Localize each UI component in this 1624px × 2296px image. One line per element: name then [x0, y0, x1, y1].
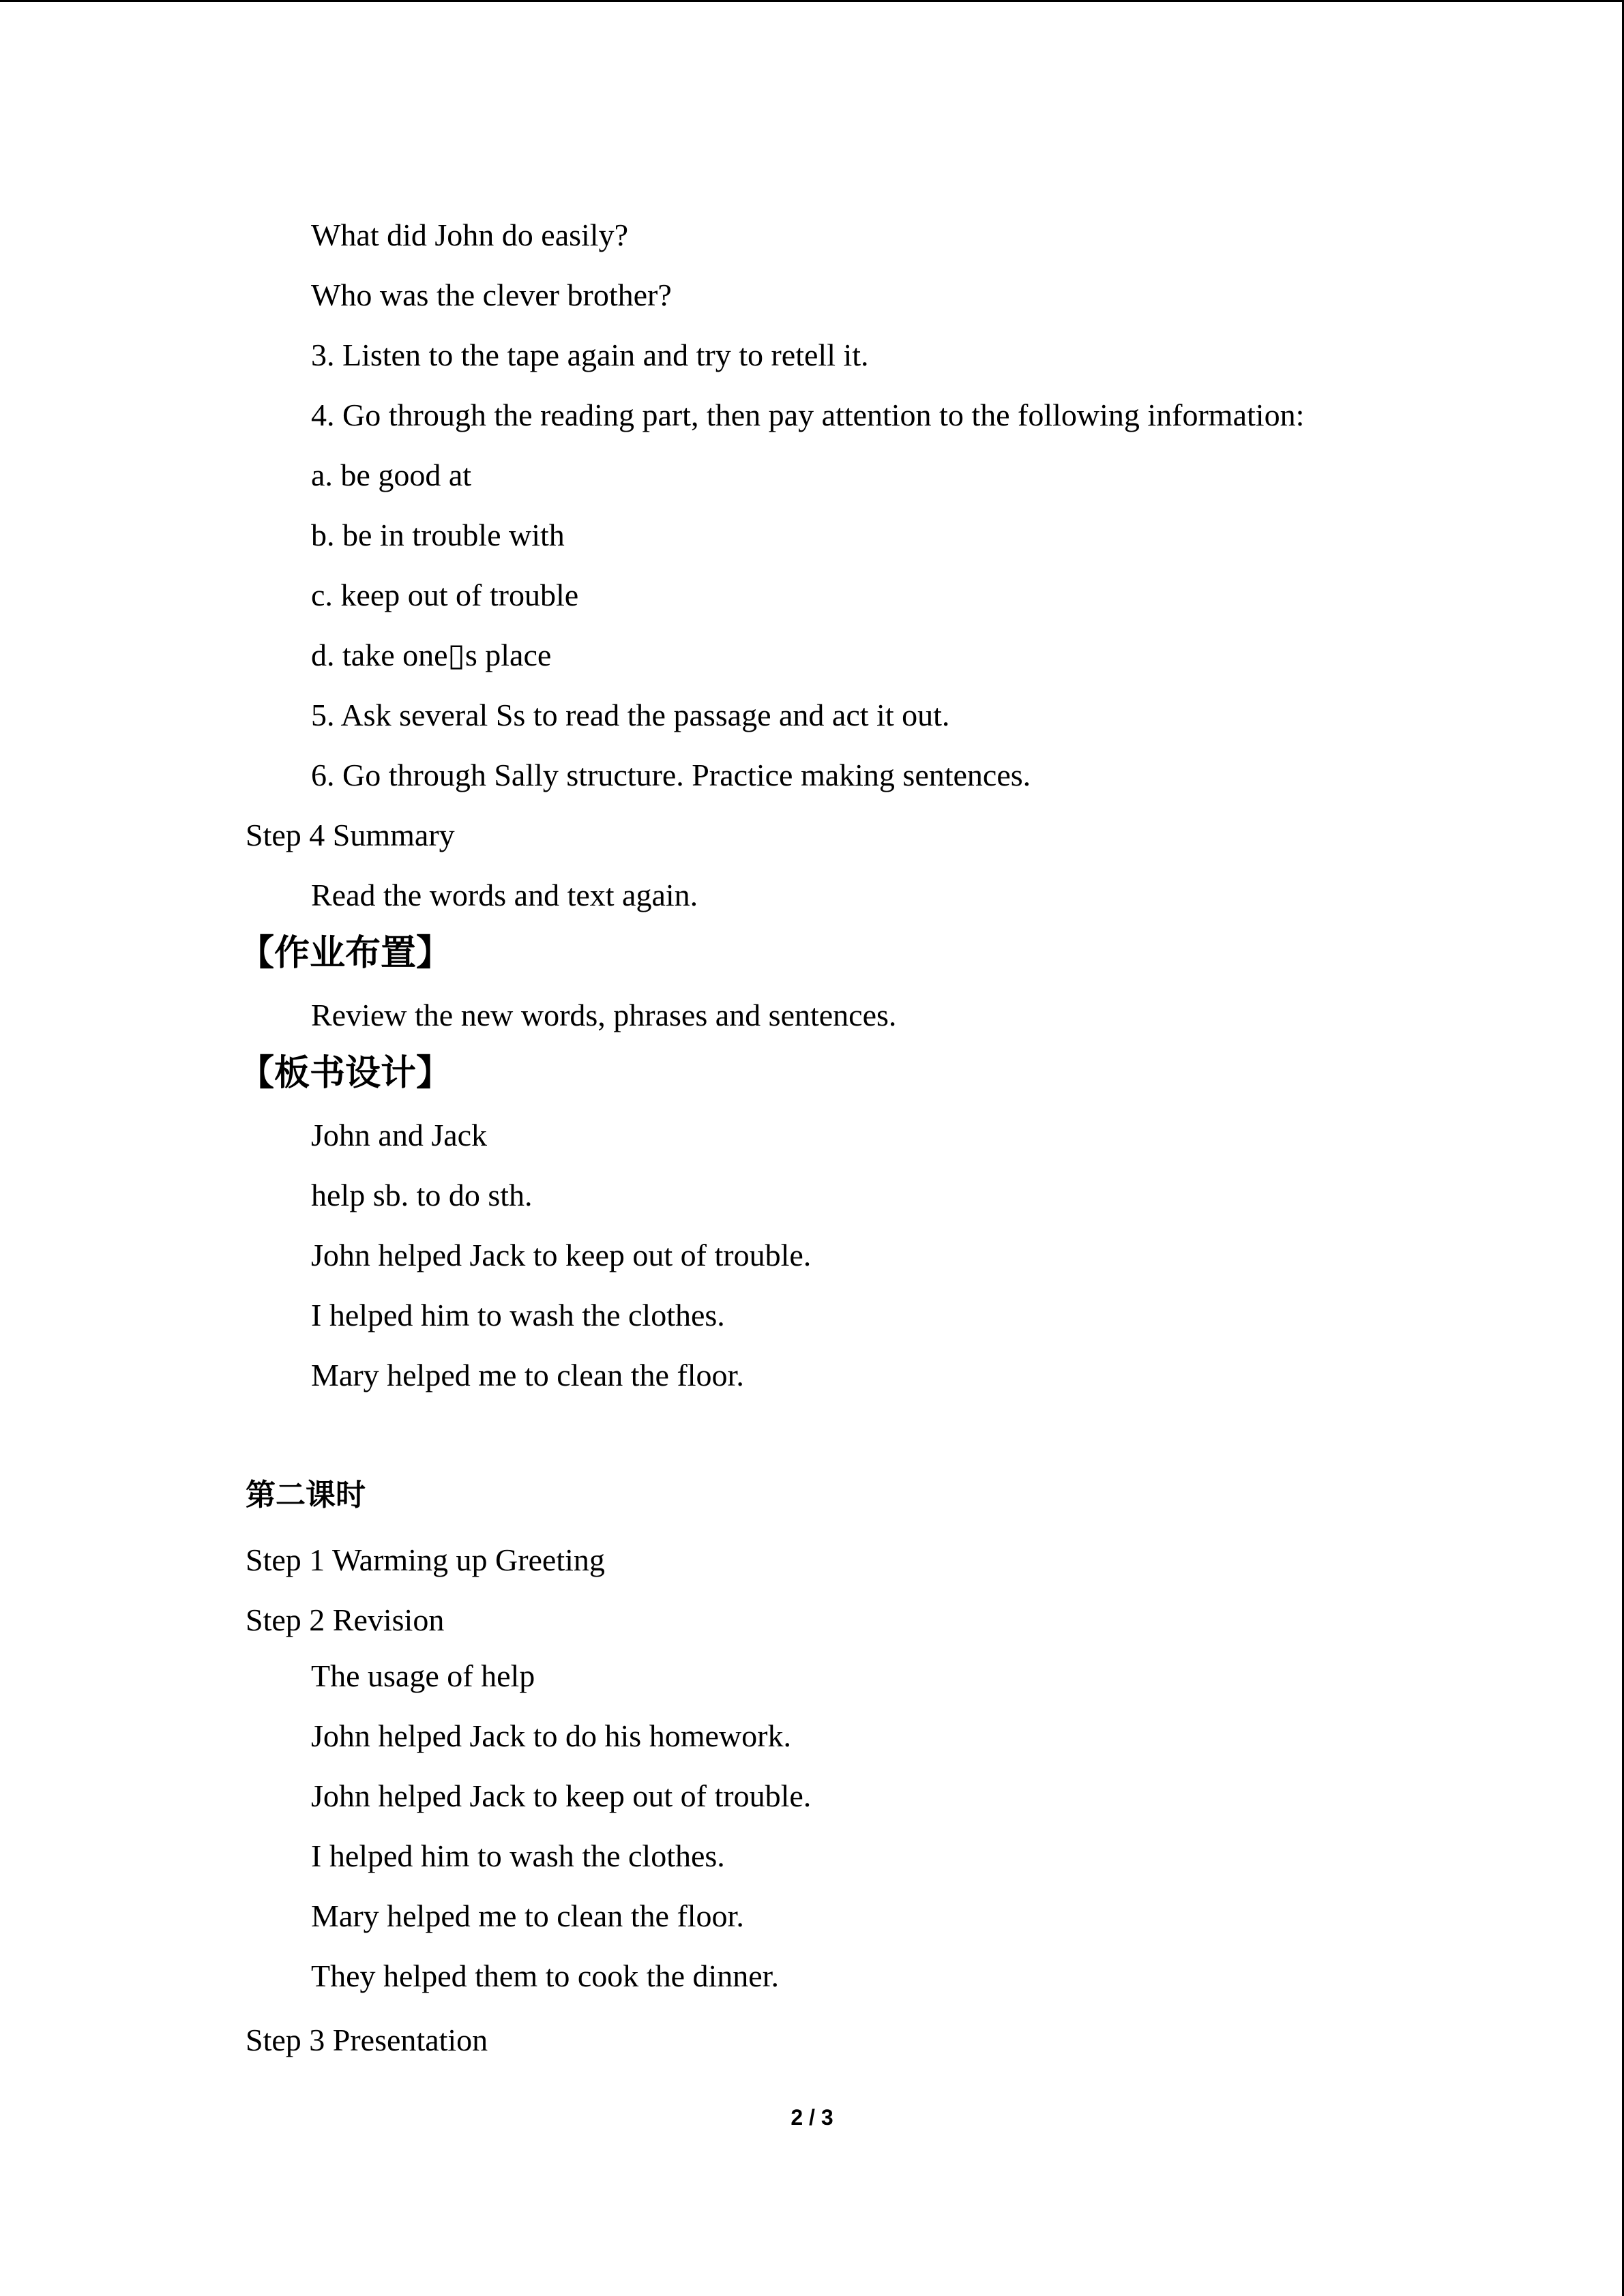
procedure-line: 3. Listen to the tape again and try to retell it.	[311, 338, 869, 372]
page-number: 2 / 3	[791, 2105, 833, 2130]
body-line: Review the new words, phrases and sentences.	[311, 998, 897, 1032]
step-heading: Step 2 Revision	[246, 1602, 445, 1637]
question-line: Who was the clever brother?	[311, 278, 672, 312]
step-heading: Step 3 Presentation	[246, 2023, 488, 2057]
example-sentence: Mary helped me to clean the floor.	[311, 1898, 744, 1933]
section-heading-homework: 【作业布置】	[239, 933, 452, 974]
phrase-item: c. keep out of trouble	[311, 578, 579, 612]
example-sentence: John helped Jack to do his homework.	[311, 1718, 791, 1753]
phrase-item: a. be good at	[311, 458, 472, 492]
body-line: The usage of help	[311, 1658, 535, 1693]
body-line: Read the words and text again.	[311, 878, 698, 912]
example-sentence: They helped them to cook the dinner.	[311, 1958, 779, 1993]
procedure-line: 6. Go through Sally structure. Practice making sentences.	[311, 758, 1031, 792]
board-line: help sb. to do sth.	[311, 1178, 533, 1212]
board-line: I helped him to wash the clothes.	[311, 1298, 725, 1332]
lesson-heading: 第二课时	[246, 1478, 366, 1512]
step-heading: Step 4 Summary	[246, 818, 455, 852]
phrase-item: b. be in trouble with	[311, 518, 565, 552]
board-line: John and Jack	[311, 1118, 488, 1152]
phrase-item: d. take one▯s place	[311, 638, 552, 672]
procedure-line: 4. Go through the reading part, then pay attention to the following information:	[311, 398, 1305, 432]
step-heading: Step 1 Warming up Greeting	[246, 1542, 605, 1577]
question-line: What did John do easily?	[311, 218, 629, 252]
procedure-line: 5. Ask several Ss to read the passage and act it out.	[311, 698, 950, 732]
board-line: Mary helped me to clean the floor.	[311, 1358, 744, 1392]
example-sentence: I helped him to wash the clothes.	[311, 1838, 725, 1873]
example-sentence: John helped Jack to keep out of trouble.	[311, 1778, 812, 1813]
board-line: John helped Jack to keep out of trouble.	[311, 1238, 812, 1272]
section-heading-board-design: 【板书设计】	[239, 1053, 452, 1094]
